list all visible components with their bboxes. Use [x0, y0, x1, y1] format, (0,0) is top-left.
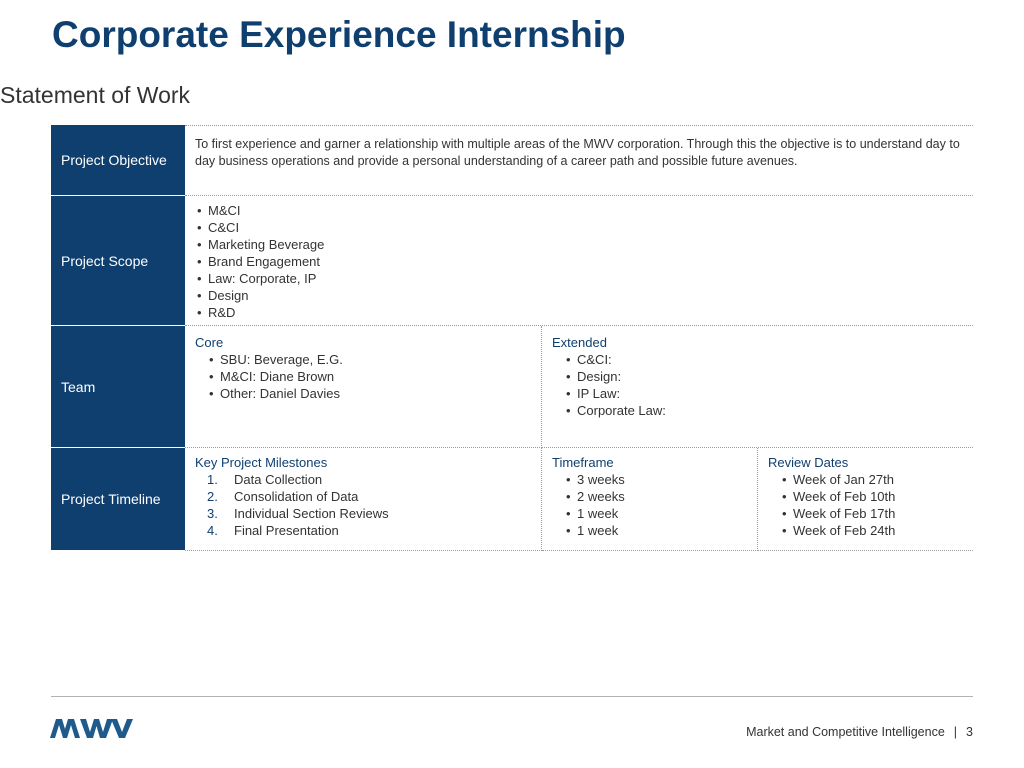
list-item: • Corporate Law: — [564, 402, 963, 419]
milestone-number: 4. — [207, 523, 218, 538]
list-item: • Week of Feb 10th — [780, 488, 963, 505]
statement-of-work-table — [51, 125, 973, 551]
list-item: • 2 weeks — [564, 488, 747, 505]
list-item: • Marketing Beverage — [195, 236, 963, 253]
list-item: • 1 week — [564, 505, 747, 522]
milestones-heading: Key Project Milestones — [195, 455, 328, 470]
footer-divider — [51, 696, 973, 697]
list-item: • Design — [195, 287, 963, 304]
page-subtitle: Statement of Work — [0, 82, 191, 108]
milestones-list — [195, 471, 531, 539]
list-item: • Other: Daniel Davies — [207, 385, 531, 402]
team-core-list — [195, 351, 531, 402]
milestones-cell — [185, 448, 542, 551]
list-item: • R&D — [195, 304, 963, 321]
scope-cell — [185, 196, 973, 326]
timeframe-list — [552, 471, 747, 539]
page-title: Corporate Experience Internship — [52, 14, 626, 55]
objective-text: To first experience and garner a relationship with multiple areas of the MWV corporation. Through this the objective is to understand day to day business operations and provide a personal understanding of a career path and possible future avenues. — [185, 125, 973, 196]
review-dates-list — [768, 471, 963, 539]
list-item — [207, 488, 531, 505]
team-core-cell — [185, 326, 542, 448]
objective-label: Project Objective — [51, 125, 185, 196]
milestone-number: 3. — [207, 506, 218, 521]
timeframe-heading: Timeframe — [552, 455, 614, 470]
review-dates-heading: Review Dates — [768, 455, 849, 470]
team-extended-list — [552, 351, 963, 419]
page-number: 3 — [966, 725, 973, 739]
timeline-label: Project Timeline — [51, 448, 185, 551]
milestone-number: 2. — [207, 489, 218, 504]
list-item: • Week of Feb 24th — [780, 522, 963, 539]
milestone-text: Consolidation of Data — [234, 489, 359, 504]
milestone-text: Final Presentation — [234, 523, 339, 538]
team-extended-heading: Extended — [552, 335, 607, 350]
list-item: • Brand Engagement — [195, 253, 963, 270]
milestone-text: Individual Section Reviews — [234, 506, 389, 521]
list-item: • C&CI — [195, 219, 963, 236]
timeframe-cell — [542, 448, 758, 551]
list-item: • 1 week — [564, 522, 747, 539]
list-item: • Week of Feb 17th — [780, 505, 963, 522]
list-item: • Law: Corporate, IP — [195, 270, 963, 287]
footer-text: Market and Competitive Intelligence — [746, 725, 945, 739]
list-item: • M&CI — [195, 202, 963, 219]
footer — [746, 725, 973, 739]
list-item — [207, 471, 531, 488]
scope-label: Project Scope — [51, 196, 185, 326]
list-item: • SBU: Beverage, E.G. — [207, 351, 531, 368]
footer-separator: | — [953, 725, 958, 739]
mwv-logo — [50, 716, 134, 745]
team-label: Team — [51, 326, 185, 448]
team-core-heading: Core — [195, 335, 224, 350]
review-dates-cell — [758, 448, 973, 551]
list-item — [207, 522, 531, 539]
mwv-logo-icon — [50, 716, 134, 740]
milestone-text: Data Collection — [234, 472, 323, 487]
list-item: • Week of Jan 27th — [780, 471, 963, 488]
scope-list — [195, 202, 963, 321]
list-item — [207, 505, 531, 522]
list-item: • IP Law: — [564, 385, 963, 402]
list-item: • 3 weeks — [564, 471, 747, 488]
list-item: • Design: — [564, 368, 963, 385]
team-extended-cell — [542, 326, 973, 448]
list-item: • C&CI: — [564, 351, 963, 368]
milestone-number: 1. — [207, 472, 218, 487]
list-item: • M&CI: Diane Brown — [207, 368, 531, 385]
